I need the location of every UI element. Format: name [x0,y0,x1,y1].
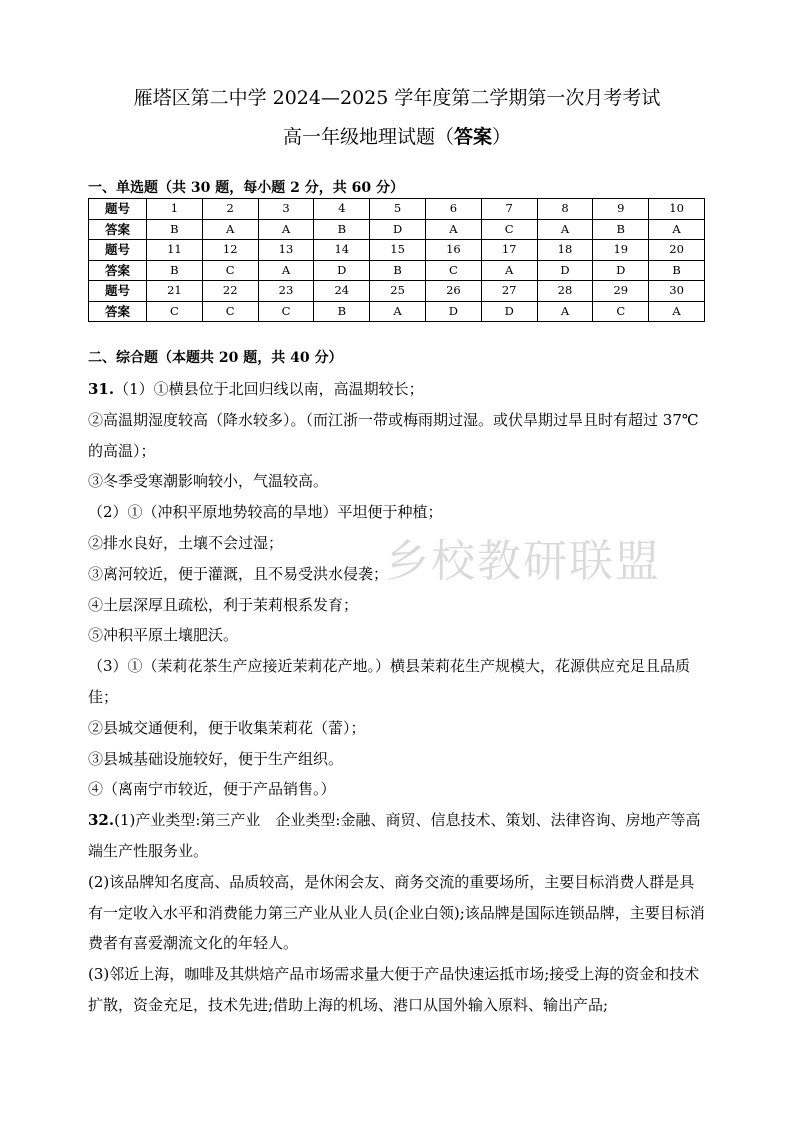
question-number-cell: 21 [147,281,203,302]
answer-cell: A [425,219,481,240]
q31-number: 31. [88,380,115,398]
answer-cell: D [425,301,481,322]
answer-cell: C [425,260,481,281]
question-number-cell: 30 [649,281,705,302]
answer-cell: D [593,260,649,281]
answer-label: 答案 [89,219,147,240]
answer-cell: A [481,260,537,281]
answer-cell: B [370,260,426,281]
q31-line: （3）①（茉莉花茶生产应接近茉莉花产地。）横县茉莉花生产规模大，花源供应充足且品质佳； [88,657,691,706]
answer-cell: B [147,260,203,281]
answer-cell: B [147,219,203,240]
question-number-cell: 16 [425,240,481,261]
q31-line: ③县城基础设施较好，便于生产组织。 [88,749,344,768]
q31-text: （1）①横县位于北回归线以南，高温期较长； [114,380,424,398]
question-number-label: 题号 [89,281,147,302]
question-number-cell: 6 [425,199,481,220]
answer-cell: C [593,301,649,322]
question-number-cell: 23 [258,281,314,302]
question-number-cell: 9 [593,199,649,220]
question-number-cell: 19 [593,240,649,261]
answer-cell: C [202,301,258,322]
answer-label: 答案 [89,301,147,322]
exam-subtitle [0,125,794,149]
q32-number: 32. [88,811,115,830]
q31-line: ②县城交通便利，便于收集茉莉花（蕾）； [88,718,366,737]
question-number-cell: 5 [370,199,426,220]
answer-cell: A [258,219,314,240]
question-number-row [89,199,705,220]
q32-part1 [88,805,706,867]
question-number-cell: 26 [425,281,481,302]
answer-cell: D [370,219,426,240]
question-number-cell: 1 [147,199,203,220]
question-number-cell: 20 [649,240,705,261]
subtitle-answer-word: 答案 [453,126,492,148]
question-number-cell: 7 [481,199,537,220]
q31-line: （2）①（冲积平原地势较高的旱地）平坦便于种植； [88,503,443,522]
question-number-cell: 24 [314,281,370,302]
q31-part1-line1 [88,374,706,405]
exam-title: 雁塔区第二中学 2024—2025 学年度第二学期第一次月考考试 [133,87,661,109]
question-number-row [89,281,705,302]
question-number-label: 题号 [89,199,147,220]
question-number-cell: 28 [537,281,593,302]
question-number-cell: 11 [147,240,203,261]
question-number-cell: 29 [593,281,649,302]
question-number-cell: 2 [202,199,258,220]
question-number-cell: 10 [649,199,705,220]
answer-cell: B [593,219,649,240]
answer-cell: D [481,301,537,322]
answer-cell: A [202,219,258,240]
question-number-label: 题号 [89,240,147,261]
answer-row [89,260,705,281]
question-number-row [89,240,705,261]
question-number-cell: 22 [202,281,258,302]
section-1-heading: 一、单选题（共 30 题，每小题 2 分，共 60 分） [88,180,404,196]
q32-line: (2)该品牌知名度高、品质较高，是休闲会友、商务交流的重要场所，主要目标消费人群是具有一定收入水平和消费能力第三产业从业人员(企业白领);该品牌是国际连锁品牌，主要目标消费者有喜爱潮流文化的年轻人。 [88,872,705,953]
q32-text: (1)产业类型:第三产业 企业类型:金融、商贸、信息技术、策划、法律咨询、房地产等高端生产性服务业。 [88,811,701,860]
watermark-text: 乡校教研联盟 [385,536,661,587]
question-number-cell: 17 [481,240,537,261]
question-number-cell: 13 [258,240,314,261]
question-number-cell: 25 [370,281,426,302]
subtitle-prefix: 高一年级地理试题（ [282,126,454,148]
answer-cell: C [202,260,258,281]
section-2-heading: 二、综合题（本题共 20 题，共 40 分） [88,350,343,366]
q32-line: (3)邻近上海，咖啡及其烘焙产品市场需求量大便于产品快速运抵市场;接受上海的资金和技术扩散，资金充足，技术先进;借助上海的机场、港口从国外输入原料、输出产品; [88,965,700,1014]
question-number-cell: 4 [314,199,370,220]
q31-line: ③离河较近，便于灌溉，且不易受洪水侵袭； [88,564,389,583]
question-number-cell: 12 [202,240,258,261]
question-number-cell: 15 [370,240,426,261]
answer-cell: A [537,219,593,240]
section-2-content [88,374,706,1021]
q31-line: ④（离南宁市较近，便于产品销售。） [88,780,336,799]
answer-cell: B [314,301,370,322]
q31-line: ②高温期湿度较高（降水较多）。（而江浙一带或梅雨期过湿。或伏旱期过旱且时有超过 37℃的高温）； [88,410,699,460]
answer-cell: A [258,260,314,281]
question-number-cell: 8 [537,199,593,220]
answer-cell: D [314,260,370,281]
answer-cell: A [649,219,705,240]
answer-cell: C [147,301,203,322]
answer-cell: C [258,301,314,322]
answer-row [89,219,705,240]
answer-label: 答案 [89,260,147,281]
question-number-cell: 14 [314,240,370,261]
answer-table [88,198,705,322]
answer-cell: A [649,301,705,322]
answer-cell: D [537,260,593,281]
answer-cell: A [370,301,426,322]
question-number-cell: 3 [258,199,314,220]
answer-cell: B [649,260,705,281]
subtitle-suffix: ） [492,126,512,148]
answer-row [89,301,705,322]
q31-line: ③冬季受寒潮影响较小，气温较高。 [88,472,329,491]
answer-cell: B [314,219,370,240]
q31-line: ⑤冲积平原土壤肥沃。 [88,626,239,645]
answer-cell: A [537,301,593,322]
q31-line: ④土层深厚且疏松，利于茉莉根系发育； [88,595,359,614]
question-number-cell: 18 [537,240,593,261]
q31-line: ②排水良好，土壤不会过湿； [88,533,284,552]
answer-cell: C [481,219,537,240]
question-number-cell: 27 [481,281,537,302]
